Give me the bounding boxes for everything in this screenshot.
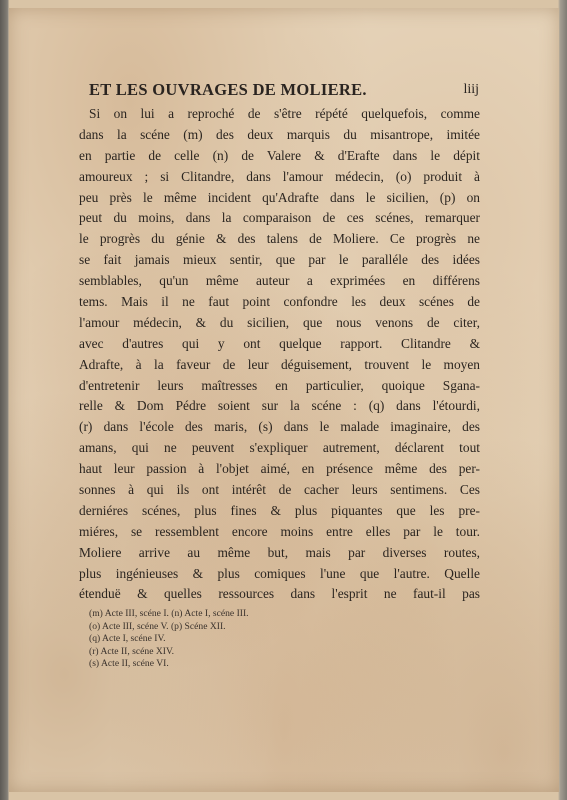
footnote: (q) Acte I, scéne IV. (89, 633, 166, 645)
text-line: avec d'autres qui y ont quelque rapport. Clitandre & (79, 335, 480, 351)
footnotes (89, 608, 349, 671)
text-line: amans, qui ne peuvent s'expliquer autrement, déclarent tout (79, 440, 480, 456)
text-line: tems. Mais il ne faut point confondre les deux scénes de (79, 294, 480, 310)
text-line: se fait jamais mieux sentir, que par le paralléle des idées (79, 252, 480, 268)
text-line: dans la scéne (m) des deux marquis du misantrope, imitée (79, 126, 480, 142)
page-number: liij (463, 82, 479, 97)
text-line: étenduë & quelles ressources dans l'esprit ne faut-il pas (79, 586, 480, 602)
text-line: l'amour médecin, & du sicilien, que nous venons de citer, (79, 314, 480, 330)
text-line: haut leur passion à l'objet aimé, en présence même des per- (79, 461, 480, 477)
page-header (89, 80, 479, 102)
text-line: (r) dans l'école des maris, (s) dans le malade imaginaire, des (79, 419, 480, 435)
text-line: peut du moins, dans la comparaison de ces scénes, remarquer (79, 210, 480, 226)
text-line: plus ingénieuses & plus comiques l'une que l'autre. Quelle (79, 565, 480, 581)
text-line: d'entretenir leurs maîtresses en particulier, quoique Sgana- (79, 377, 480, 393)
text-line: peu près le même incident qu'Adrafte dans le sicilien, (p) on (79, 189, 480, 205)
text-line: semblables, qu'un même auteur a exprimées en différens (79, 273, 480, 289)
text-line: Moliere arrive au même but, mais par diverses routes, (79, 544, 480, 560)
text-line: miéres, se ressemblent encore moins entre elles par le tour. (79, 523, 480, 539)
text-line: relle & Dom Pédre soient sur la scéne : (q) dans l'étourdi, (79, 398, 480, 414)
footnote: (m) Acte III, scéne I. (n) Acte I, scéne III. (89, 608, 249, 619)
text-line: derniéres scénes, plus fines & plus piquantes que les pre- (79, 502, 480, 518)
body-text (79, 104, 480, 605)
text-line: Adrafte, à la faveur de leur déguisement, trouvent le moyen (79, 356, 480, 372)
footnote: (o) Acte III, scéne V. (p) Scéne XII. (89, 620, 226, 632)
text-line: le progrès du génie & des talens de Moliere. Ce progrès ne (79, 231, 480, 247)
text-line: Si on lui a reproché de s'être répété quelquefois, comme (89, 106, 480, 121)
text-line: en partie de celle (n) de Valere & d'Erafte dans le dépit (79, 147, 480, 163)
running-head: ET LES OUVRAGES DE MOLIERE. (89, 80, 367, 99)
text-line: sonnes à qui ils ont intérêt de cacher leurs sentimens. Ces (79, 482, 480, 498)
footnote: (s) Acte II, scéne VI. (89, 658, 169, 670)
footnote: (r) Acte II, scéne XIV. (89, 645, 175, 657)
text-line: amoureux ; si Clitandre, dans l'amour médecin, (o) produit à (79, 168, 480, 184)
